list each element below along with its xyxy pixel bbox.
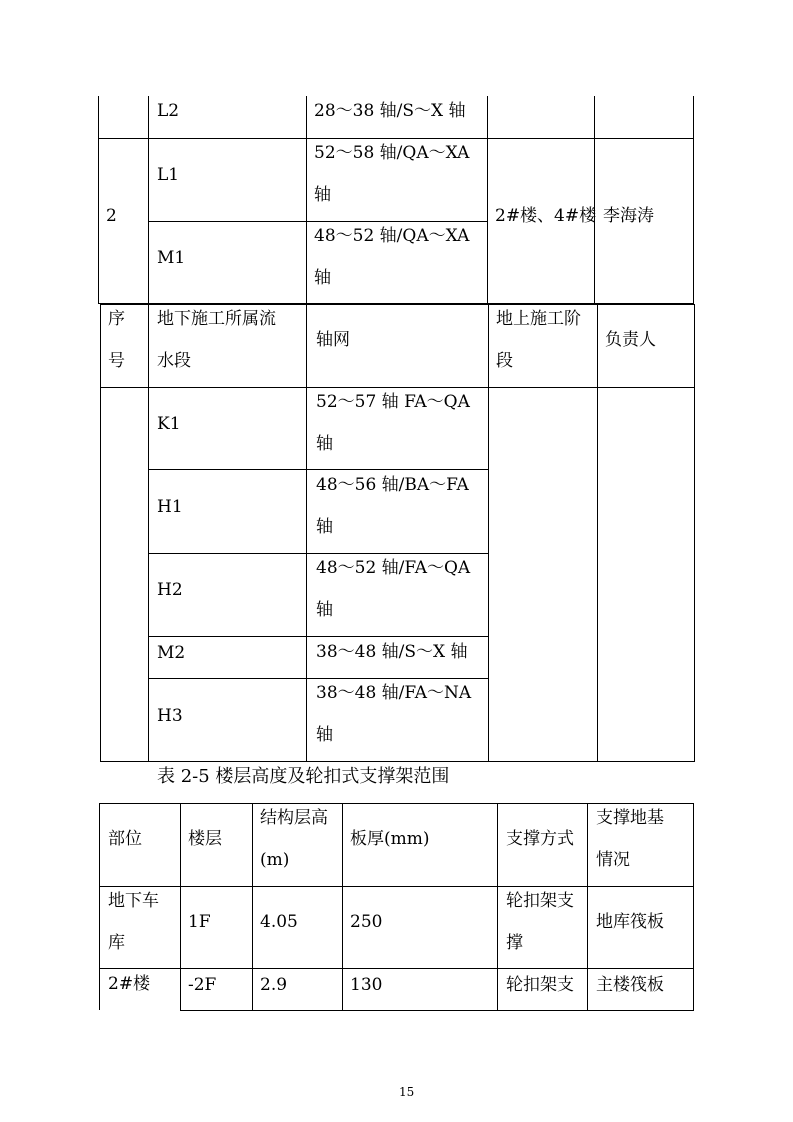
table-mid-col-border xyxy=(597,304,598,762)
table-top-col-border xyxy=(306,96,307,304)
header-flow-line1: 地下施工所属流 xyxy=(157,309,276,329)
table-top-axis-l1-line2: 轴 xyxy=(314,185,331,205)
table-mid-col-border xyxy=(306,304,307,762)
support-row2-foundation: 主楼筏板 xyxy=(596,975,664,995)
table-mid-flow-k1: K1 xyxy=(157,414,181,434)
support-row1-part-line2: 库 xyxy=(108,933,125,953)
support-row1-support-line1: 轮扣架支 xyxy=(506,891,574,911)
header-stage-line2: 段 xyxy=(496,351,513,371)
support-header-support: 支撑方式 xyxy=(506,829,574,849)
header-axis: 轴网 xyxy=(316,330,350,350)
table-mid-col-border xyxy=(694,304,695,762)
table-mid-flow-h2: H2 xyxy=(157,580,183,600)
table-support-col-border xyxy=(693,803,694,1010)
support-row1-height: 4.05 xyxy=(260,912,298,932)
table-mid-axis-h1-line2: 轴 xyxy=(316,517,333,537)
table-top-flow-l1: L1 xyxy=(157,165,180,185)
table-mid-axis-h3-line1: 38～48 轴/FA～NA xyxy=(316,683,472,703)
table-top-flow-m1: M1 xyxy=(157,248,186,268)
table-support-col-border xyxy=(180,803,181,1010)
table-top-axis-l2: 28～38 轴/S～X 轴 xyxy=(314,101,466,121)
table-mid-axis-h2-line1: 48～52 轴/FA～QA xyxy=(316,558,471,578)
table-top-col-border xyxy=(487,96,488,304)
table-support-row-border xyxy=(99,968,694,969)
support-row2-slab: 130 xyxy=(350,975,383,995)
table-top-col-border xyxy=(148,96,149,304)
header-stage-line1: 地上施工阶 xyxy=(496,309,581,329)
table-mid-flow-h3: H3 xyxy=(157,706,183,726)
support-row2-height: 2.9 xyxy=(260,975,288,995)
table-top-group-seq: 2 xyxy=(106,206,117,226)
support-header-height-line2: (m) xyxy=(260,850,290,870)
table-mid-row-border xyxy=(100,387,695,388)
table-caption: 表 2-5 楼层高度及轮扣式支撑架范围 xyxy=(157,766,450,787)
table-mid-row-border xyxy=(148,469,488,470)
table-top-col-border xyxy=(98,96,99,304)
support-row1-foundation: 地库筏板 xyxy=(596,912,664,932)
support-row2-support: 轮扣架支 xyxy=(506,975,574,995)
table-mid-axis-h2-line2: 轴 xyxy=(316,600,333,620)
table-top-flow-l2: L2 xyxy=(157,101,180,121)
table-top-axis-m1-line1: 48～52 轴/QA～XA xyxy=(314,226,470,246)
table-support-row-border xyxy=(99,886,694,887)
table-mid-flow-h1: H1 xyxy=(157,497,183,517)
table-support-row-border xyxy=(180,1010,694,1011)
table-mid-axis-h3-line2: 轴 xyxy=(316,725,333,745)
support-row2-part: 2#楼 xyxy=(108,974,151,994)
support-header-floor: 楼层 xyxy=(188,829,222,849)
table-top-axis-l1-line1: 52～58 轴/QA～XA xyxy=(314,143,470,163)
support-header-slab: 板厚(mm) xyxy=(350,829,430,849)
support-header-foundation-line2: 情况 xyxy=(596,850,630,870)
table-support-col-border xyxy=(497,803,498,1010)
support-row1-support-line2: 撑 xyxy=(506,933,523,953)
table-top-axis-m1-line2: 轴 xyxy=(314,268,331,288)
table-support-row-border xyxy=(99,803,694,804)
table-top-col-border xyxy=(693,96,694,304)
support-row1-slab: 250 xyxy=(350,912,383,932)
table-mid-flow-m2: M2 xyxy=(157,643,186,663)
table-support-col-border xyxy=(587,803,588,1010)
table-mid-col-border xyxy=(488,304,489,762)
table-support-col-border xyxy=(342,803,343,1010)
table-mid-axis-m2: 38～48 轴/S～X 轴 xyxy=(316,642,468,662)
support-row1-part-line1: 地下车 xyxy=(108,891,159,911)
support-row2-floor: -2F xyxy=(188,975,217,995)
table-support-col-border xyxy=(252,803,253,1010)
header-seq-line1: 序 xyxy=(108,309,125,329)
support-header-foundation-line1: 支撑地基 xyxy=(596,808,664,828)
table-mid-row-border xyxy=(148,636,488,637)
table-mid-row-border xyxy=(100,761,695,762)
table-top-col-border xyxy=(594,96,595,304)
table-top-group-owner: 李海涛 xyxy=(603,206,654,226)
table-mid-row-border xyxy=(148,678,488,679)
table-mid-axis-h1-line1: 48～56 轴/BA～FA xyxy=(316,475,469,495)
support-row1-floor: 1F xyxy=(188,912,211,932)
header-flow-line2: 水段 xyxy=(157,351,191,371)
table-mid-col-border xyxy=(148,304,149,762)
support-header-part: 部位 xyxy=(108,829,142,849)
page-number: 15 xyxy=(399,1085,415,1099)
header-owner: 负责人 xyxy=(605,330,656,350)
table-top-group-above-stage: 2#楼、4#楼 xyxy=(495,206,597,226)
table-mid-row-border xyxy=(148,553,488,554)
table-top-row-border xyxy=(98,138,694,139)
table-support-col-border xyxy=(99,803,100,1010)
support-header-height-line1: 结构层高 xyxy=(260,808,328,828)
table-mid-col-border xyxy=(100,304,101,762)
table-mid-axis-k1-line2: 轴 xyxy=(316,434,333,454)
table-mid-axis-k1-line1: 52～57 轴 FA～QA xyxy=(316,392,470,412)
header-seq-line2: 号 xyxy=(108,351,125,371)
table-mid-row-border xyxy=(100,304,695,305)
table-top-row-border xyxy=(148,221,487,222)
